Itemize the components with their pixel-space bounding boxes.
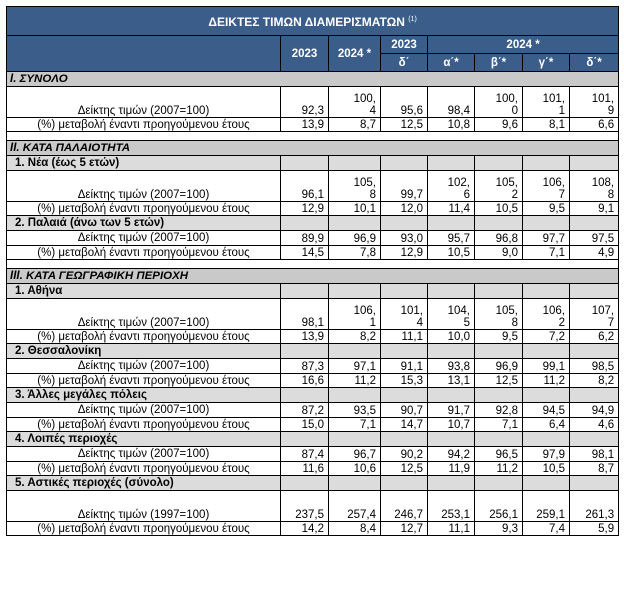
value-cell: 15,0 bbox=[281, 418, 329, 432]
group-header-empty-cell bbox=[475, 432, 523, 447]
group-header-empty-cell bbox=[475, 156, 523, 171]
price-index-table bbox=[6, 6, 619, 536]
value-cell: 259,1 bbox=[523, 491, 570, 522]
index-row bbox=[7, 359, 619, 374]
value-cell: 96,9 bbox=[475, 359, 523, 374]
group-header-empty-cell bbox=[329, 284, 381, 299]
group-header-row bbox=[7, 156, 619, 171]
value-cell: 97,9 bbox=[523, 447, 570, 462]
row-label: Δείκτης τιμών (2007=100) bbox=[7, 87, 281, 118]
group-header-empty-cell bbox=[381, 432, 428, 447]
change-row bbox=[7, 374, 619, 388]
group-header-empty-cell bbox=[570, 284, 619, 299]
value-cell: 15,3 bbox=[381, 374, 428, 388]
value-part: 8 bbox=[607, 189, 615, 201]
group-header-empty-cell bbox=[475, 388, 523, 403]
group-header-row bbox=[7, 388, 619, 403]
header-2023: 2023 bbox=[281, 36, 329, 72]
group-header-row bbox=[7, 432, 619, 447]
value-cell: 94,5 bbox=[523, 403, 570, 418]
value-cell: 7,4 bbox=[523, 522, 570, 536]
value-cell: 10,0 bbox=[428, 330, 475, 344]
group-header-empty-cell bbox=[381, 476, 428, 491]
header-q1-2024: α΄* bbox=[428, 54, 475, 72]
value-cell: 11,9 bbox=[428, 462, 475, 476]
value-cell: 9,6 bbox=[475, 118, 523, 132]
group-header-empty-cell bbox=[381, 344, 428, 359]
value-cell: 13,9 bbox=[281, 330, 329, 344]
value-cell: 4,9 bbox=[570, 246, 619, 260]
value-cell: 9,3 bbox=[475, 522, 523, 536]
value-cell: 93,0 bbox=[381, 231, 428, 246]
value-cell: 10,8 bbox=[428, 118, 475, 132]
value-cell bbox=[570, 171, 619, 202]
group-header-row bbox=[7, 344, 619, 359]
value-cell: 98,5 bbox=[570, 359, 619, 374]
value-cell: 11,1 bbox=[428, 522, 475, 536]
value-cell: 8,2 bbox=[329, 330, 381, 344]
section-spacer-row bbox=[7, 260, 619, 269]
value-cell: 6,2 bbox=[570, 330, 619, 344]
value-cell: 94,9 bbox=[570, 403, 619, 418]
group-header-empty-cell bbox=[570, 476, 619, 491]
row-label: Δείκτης τιμών (2007=100) bbox=[7, 299, 281, 330]
value-cell bbox=[570, 299, 619, 330]
table-title bbox=[7, 7, 619, 36]
group-header-empty-cell bbox=[475, 344, 523, 359]
value-part: 2 bbox=[558, 317, 565, 329]
value-cell bbox=[329, 87, 381, 118]
group-header-empty-cell bbox=[428, 284, 475, 299]
header-q2-2024: β΄* bbox=[475, 54, 523, 72]
row-label: Δείκτης τιμών (2007=100) bbox=[7, 447, 281, 462]
value-part: 7 bbox=[607, 317, 615, 329]
value-cell: 10,5 bbox=[475, 202, 523, 216]
value-cell: 97,1 bbox=[329, 359, 381, 374]
value-cell: 87,4 bbox=[281, 447, 329, 462]
value-cell: 8,7 bbox=[329, 118, 381, 132]
group-header-empty-cell bbox=[281, 216, 329, 231]
group-title: 1. Αθήνα bbox=[7, 284, 281, 299]
value-cell: 6,6 bbox=[570, 118, 619, 132]
spacer-cell bbox=[7, 260, 619, 269]
group-header-empty-cell bbox=[570, 156, 619, 171]
row-label: (%) μεταβολή έναντι προηγούμενου έτους bbox=[7, 418, 281, 432]
value-cell: 97,5 bbox=[570, 231, 619, 246]
index-row bbox=[7, 447, 619, 462]
group-header-empty-cell bbox=[475, 476, 523, 491]
value-cell: 14,2 bbox=[281, 522, 329, 536]
value-cell: 98,4 bbox=[428, 87, 475, 118]
header-quarter-year-2024: 2024 * bbox=[428, 36, 619, 54]
value-cell: 12,9 bbox=[381, 246, 428, 260]
value-part: 106, bbox=[542, 305, 565, 317]
change-row bbox=[7, 118, 619, 132]
section-spacer-row bbox=[7, 132, 619, 141]
value-cell: 96,8 bbox=[475, 231, 523, 246]
value-part: 8 bbox=[511, 317, 518, 329]
group-header-empty-cell bbox=[428, 476, 475, 491]
row-label: Δείκτης τιμών (1997=100) bbox=[7, 491, 281, 522]
group-header-empty-cell bbox=[523, 432, 570, 447]
value-cell: 11,2 bbox=[329, 374, 381, 388]
group-header-empty-cell bbox=[381, 216, 428, 231]
value-cell: 12,5 bbox=[475, 374, 523, 388]
group-title: 2. Παλαιά (άνω των 5 ετών) bbox=[7, 216, 281, 231]
value-cell: 9,1 bbox=[570, 202, 619, 216]
value-cell: 11,4 bbox=[428, 202, 475, 216]
value-part: 100, bbox=[353, 93, 376, 105]
value-cell: 12,9 bbox=[281, 202, 329, 216]
value-part: 6 bbox=[463, 189, 470, 201]
value-cell bbox=[570, 87, 619, 118]
value-cell: 8,2 bbox=[570, 374, 619, 388]
group-header-empty-cell bbox=[281, 432, 329, 447]
group-header-empty-cell bbox=[281, 388, 329, 403]
value-part: 106, bbox=[542, 177, 565, 189]
group-header-empty-cell bbox=[329, 156, 381, 171]
group-header-empty-cell bbox=[523, 344, 570, 359]
group-title: 4. Λοιπές περιοχές bbox=[7, 432, 281, 447]
section-title: III. ΚΑΤΑ ΓΕΩΓΡΑΦΙΚΗ ΠΕΡΙΟΧΗ bbox=[7, 269, 619, 284]
group-title: 3. Άλλες μεγάλες πόλεις bbox=[7, 388, 281, 403]
value-cell: 14,5 bbox=[281, 246, 329, 260]
group-header-empty-cell bbox=[475, 284, 523, 299]
group-header-empty-cell bbox=[523, 216, 570, 231]
value-part: 105, bbox=[495, 305, 518, 317]
value-cell: 256,1 bbox=[475, 491, 523, 522]
group-header-empty-cell bbox=[428, 344, 475, 359]
value-part: 105, bbox=[495, 177, 518, 189]
row-label: (%) μεταβολή έναντι προηγούμενου έτους bbox=[7, 374, 281, 388]
value-cell: 13,9 bbox=[281, 118, 329, 132]
change-row bbox=[7, 202, 619, 216]
value-cell: 96,1 bbox=[281, 171, 329, 202]
spacer-cell bbox=[7, 132, 619, 141]
value-cell bbox=[523, 299, 570, 330]
value-cell: 11,1 bbox=[381, 330, 428, 344]
value-cell bbox=[523, 171, 570, 202]
row-label: Δείκτης τιμών (2007=100) bbox=[7, 231, 281, 246]
group-header-empty-cell bbox=[523, 388, 570, 403]
value-cell: 90,2 bbox=[381, 447, 428, 462]
value-part: 100, bbox=[495, 93, 518, 105]
value-cell: 10,6 bbox=[329, 462, 381, 476]
group-header-empty-cell bbox=[381, 284, 428, 299]
value-cell: 9,5 bbox=[523, 202, 570, 216]
value-cell: 99,1 bbox=[523, 359, 570, 374]
value-cell: 10,5 bbox=[523, 462, 570, 476]
value-cell: 90,7 bbox=[381, 403, 428, 418]
group-title: 1. Νέα (έως 5 ετών) bbox=[7, 156, 281, 171]
group-header-row bbox=[7, 284, 619, 299]
value-cell: 9,0 bbox=[475, 246, 523, 260]
value-cell: 12,5 bbox=[381, 462, 428, 476]
value-part: 9 bbox=[607, 105, 615, 117]
group-header-empty-cell bbox=[329, 344, 381, 359]
index-row bbox=[7, 171, 619, 202]
group-header-empty-cell bbox=[428, 432, 475, 447]
value-cell: 98,1 bbox=[281, 299, 329, 330]
section-title: II. ΚΑΤΑ ΠΑΛΑΙΟΤΗΤΑ bbox=[7, 141, 619, 156]
value-cell: 12,0 bbox=[381, 202, 428, 216]
value-cell: 246,7 bbox=[381, 491, 428, 522]
group-header-empty-cell bbox=[523, 156, 570, 171]
group-header-empty-cell bbox=[428, 388, 475, 403]
group-header-empty-cell bbox=[570, 344, 619, 359]
value-cell: 95,6 bbox=[381, 87, 428, 118]
value-cell: 91,7 bbox=[428, 403, 475, 418]
value-part: 5 bbox=[463, 317, 470, 329]
value-part: 1 bbox=[369, 317, 376, 329]
value-cell: 93,5 bbox=[329, 403, 381, 418]
value-cell: 6,4 bbox=[523, 418, 570, 432]
section-header-row bbox=[7, 72, 619, 87]
value-part: 106, bbox=[353, 305, 376, 317]
index-row bbox=[7, 87, 619, 118]
table-title-text: ΔΕΙΚΤΕΣ ΤΙΜΩΝ ΔΙΑΜΕΡΙΣΜΑΤΩΝ bbox=[208, 15, 405, 29]
row-label: (%) μεταβολή έναντι προηγούμενου έτους bbox=[7, 246, 281, 260]
value-cell: 7,1 bbox=[523, 246, 570, 260]
value-cell: 89,9 bbox=[281, 231, 329, 246]
value-cell: 98,1 bbox=[570, 447, 619, 462]
group-header-empty-cell bbox=[428, 216, 475, 231]
group-header-empty-cell bbox=[428, 156, 475, 171]
group-header-empty-cell bbox=[329, 388, 381, 403]
header-q4-2023: δ΄ bbox=[381, 54, 428, 72]
value-part: 7 bbox=[558, 189, 565, 201]
value-cell: 10,1 bbox=[329, 202, 381, 216]
section-header-row bbox=[7, 141, 619, 156]
group-header-empty-cell bbox=[475, 216, 523, 231]
value-part: 107, bbox=[591, 305, 615, 317]
value-cell: 8,4 bbox=[329, 522, 381, 536]
value-cell bbox=[381, 299, 428, 330]
section-header-row bbox=[7, 269, 619, 284]
row-label: (%) μεταβολή έναντι προηγούμενου έτους bbox=[7, 462, 281, 476]
value-part: 101, bbox=[542, 93, 565, 105]
value-cell: 97,7 bbox=[523, 231, 570, 246]
header-quarter-year-2023: 2023 bbox=[381, 36, 428, 54]
row-label: Δείκτης τιμών (2007=100) bbox=[7, 359, 281, 374]
value-cell bbox=[428, 171, 475, 202]
value-cell: 261,3 bbox=[570, 491, 619, 522]
value-cell: 96,5 bbox=[475, 447, 523, 462]
group-header-empty-cell bbox=[281, 156, 329, 171]
value-cell: 7,1 bbox=[475, 418, 523, 432]
change-row bbox=[7, 522, 619, 536]
value-cell: 257,4 bbox=[329, 491, 381, 522]
group-header-empty-cell bbox=[329, 432, 381, 447]
row-label: (%) μεταβολή έναντι προηγούμενου έτους bbox=[7, 522, 281, 536]
row-label: Δείκτης τιμών (2007=100) bbox=[7, 171, 281, 202]
value-cell: 7,1 bbox=[329, 418, 381, 432]
value-cell: 87,2 bbox=[281, 403, 329, 418]
index-row bbox=[7, 299, 619, 330]
value-cell: 99,7 bbox=[381, 171, 428, 202]
value-part: 8 bbox=[369, 189, 376, 201]
group-header-empty-cell bbox=[523, 476, 570, 491]
group-header-empty-cell bbox=[281, 284, 329, 299]
index-row bbox=[7, 231, 619, 246]
group-header-empty-cell bbox=[281, 476, 329, 491]
index-row bbox=[7, 491, 619, 522]
change-row bbox=[7, 246, 619, 260]
group-header-empty-cell bbox=[523, 284, 570, 299]
value-part: 101, bbox=[591, 93, 615, 105]
group-title: 2. Θεσσαλονίκη bbox=[7, 344, 281, 359]
value-cell: 93,8 bbox=[428, 359, 475, 374]
value-cell: 10,5 bbox=[428, 246, 475, 260]
section-title: I. ΣΥΝΟΛΟ bbox=[7, 72, 619, 87]
header-q3-2024: γ΄* bbox=[523, 54, 570, 72]
index-row bbox=[7, 403, 619, 418]
value-part: 102, bbox=[447, 177, 470, 189]
group-header-row bbox=[7, 216, 619, 231]
group-header-empty-cell bbox=[281, 344, 329, 359]
value-cell: 5,9 bbox=[570, 522, 619, 536]
value-cell: 11,2 bbox=[523, 374, 570, 388]
change-row bbox=[7, 462, 619, 476]
value-cell: 12,7 bbox=[381, 522, 428, 536]
value-cell: 96,7 bbox=[329, 447, 381, 462]
header-empty-cell bbox=[7, 36, 281, 72]
value-part: 105, bbox=[353, 177, 376, 189]
group-title: 5. Αστικές περιοχές (σύνολο) bbox=[7, 476, 281, 491]
group-header-empty-cell bbox=[329, 476, 381, 491]
value-cell: 87,3 bbox=[281, 359, 329, 374]
value-cell: 4,6 bbox=[570, 418, 619, 432]
value-cell: 8,1 bbox=[523, 118, 570, 132]
value-part: 4 bbox=[416, 317, 423, 329]
value-part: 0 bbox=[511, 105, 518, 117]
value-cell: 13,1 bbox=[428, 374, 475, 388]
group-header-empty-cell bbox=[570, 388, 619, 403]
value-cell: 9,5 bbox=[475, 330, 523, 344]
value-cell: 94,2 bbox=[428, 447, 475, 462]
value-cell bbox=[475, 299, 523, 330]
value-cell bbox=[428, 299, 475, 330]
group-header-empty-cell bbox=[381, 388, 428, 403]
value-cell: 11,2 bbox=[475, 462, 523, 476]
value-part: 101, bbox=[400, 305, 423, 317]
value-cell: 253,1 bbox=[428, 491, 475, 522]
title-footnote: (1) bbox=[408, 16, 417, 23]
value-part: 4 bbox=[369, 105, 376, 117]
row-label: (%) μεταβολή έναντι προηγούμενου έτους bbox=[7, 118, 281, 132]
group-header-empty-cell bbox=[570, 216, 619, 231]
value-cell: 92,8 bbox=[475, 403, 523, 418]
group-header-empty-cell bbox=[329, 216, 381, 231]
table-body bbox=[7, 72, 619, 536]
value-cell bbox=[475, 87, 523, 118]
value-part: 1 bbox=[558, 105, 565, 117]
value-cell: 237,5 bbox=[281, 491, 329, 522]
value-cell: 96,9 bbox=[329, 231, 381, 246]
change-row bbox=[7, 418, 619, 432]
change-row bbox=[7, 330, 619, 344]
value-part: 2 bbox=[511, 189, 518, 201]
value-cell: 14,7 bbox=[381, 418, 428, 432]
group-header-empty-cell bbox=[381, 156, 428, 171]
value-cell bbox=[475, 171, 523, 202]
value-cell bbox=[329, 171, 381, 202]
value-cell: 12,5 bbox=[381, 118, 428, 132]
row-label: Δείκτης τιμών (2007=100) bbox=[7, 403, 281, 418]
value-part: 104, bbox=[447, 305, 470, 317]
group-header-empty-cell bbox=[570, 432, 619, 447]
header-q4-2024: δ΄* bbox=[570, 54, 619, 72]
row-label: (%) μεταβολή έναντι προηγούμενου έτους bbox=[7, 330, 281, 344]
value-cell: 11,6 bbox=[281, 462, 329, 476]
value-cell: 16,6 bbox=[281, 374, 329, 388]
price-index-table-container bbox=[6, 6, 618, 536]
value-part: 108, bbox=[591, 177, 615, 189]
value-cell: 7,8 bbox=[329, 246, 381, 260]
value-cell: 8,7 bbox=[570, 462, 619, 476]
group-header-row bbox=[7, 476, 619, 491]
value-cell: 10,7 bbox=[428, 418, 475, 432]
value-cell: 91,1 bbox=[381, 359, 428, 374]
value-cell: 95,7 bbox=[428, 231, 475, 246]
value-cell: 92,3 bbox=[281, 87, 329, 118]
row-label: (%) μεταβολή έναντι προηγούμενου έτους bbox=[7, 202, 281, 216]
value-cell: 7,2 bbox=[523, 330, 570, 344]
value-cell bbox=[329, 299, 381, 330]
header-2024: 2024 * bbox=[329, 36, 381, 72]
value-cell bbox=[523, 87, 570, 118]
